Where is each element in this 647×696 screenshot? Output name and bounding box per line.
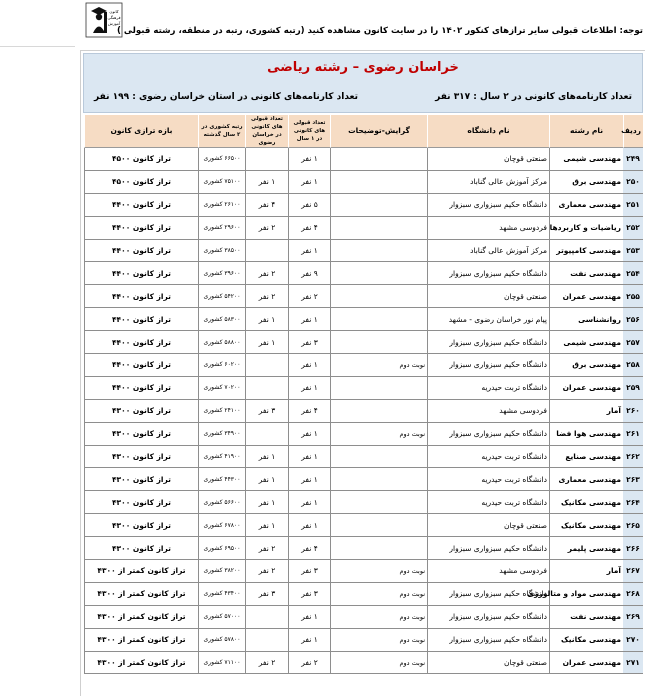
kanoon-count-1: ۳ نفر: [288, 331, 330, 354]
col-header-major: نام رشته: [549, 115, 623, 148]
region-header: [83, 53, 643, 113]
note-cell: [330, 377, 427, 400]
major-name: مهندسی نفت: [549, 606, 623, 629]
kanoon-count-1: ۱ نفر: [288, 240, 330, 263]
table-row: [84, 446, 643, 469]
taraz-range: تراز کانون ۴۴۰۰: [84, 240, 198, 263]
table-row: [84, 331, 643, 354]
major-name: مهندسی مکانیک: [549, 629, 623, 652]
university-name: دانشگاه تربت حیدریه: [427, 446, 549, 469]
major-name: مهندسی پلیمر: [549, 537, 623, 560]
national-rank: ۲۴۱۰۰ کشوری: [198, 400, 245, 423]
university-name: صنعتی قوچان: [427, 148, 549, 171]
major-name: مهندسی شیمی: [549, 331, 623, 354]
row-number: ۲۵۷: [623, 331, 643, 354]
note-cell: [330, 240, 427, 263]
university-name: دانشگاه حکیم سبزواری سبزوار: [427, 629, 549, 652]
national-rank: ۲۹۶۰۰ کشوری: [198, 217, 245, 240]
table-row: [84, 491, 643, 514]
national-rank: ۷۱۱۰۰ کشوری: [198, 652, 245, 675]
note-cell: نوبت دوم: [330, 583, 427, 606]
kanoon-count-2: ۳ نفر: [245, 583, 288, 606]
row-number: ۲۶۲: [623, 446, 643, 469]
kanoon-count-2: ۲ نفر: [245, 262, 288, 285]
major-name: مهندسی هوا فضا: [549, 423, 623, 446]
row-number: ۲۶۴: [623, 491, 643, 514]
row-number: ۲۵۲: [623, 217, 643, 240]
major-name: روانشناسی: [549, 308, 623, 331]
row-number: ۲۵۱: [623, 194, 643, 217]
kanoon-count-1: ۴ نفر: [288, 400, 330, 423]
top-divider: [0, 46, 75, 47]
major-name: مهندسی معماری: [549, 468, 623, 491]
kanoon-count-1: ۱ نفر: [288, 446, 330, 469]
kanoon-count-1: ۱ نفر: [288, 423, 330, 446]
national-rank: ۴۴۳۰۰ کشوری: [198, 468, 245, 491]
kanoon-count-1: ۱ نفر: [288, 354, 330, 377]
col-header-kanoon-2: تعداد قبولی های کانونی در خراسان رضوی: [245, 115, 288, 148]
kanoon-count-2: [245, 606, 288, 629]
table-row: [84, 262, 643, 285]
taraz-range: تراز کانون ۴۳۰۰: [84, 423, 198, 446]
row-number: ۲۶۸: [623, 583, 643, 606]
university-name: فردوسی مشهد: [427, 560, 549, 583]
note-cell: [330, 331, 427, 354]
taraz-range: تراز کانون کمتر از ۴۳۰۰: [84, 652, 198, 675]
kanoon-count-2: ۱ نفر: [245, 491, 288, 514]
major-name: مهندسی مکانیک: [549, 491, 623, 514]
national-rank: ۶۶۵۰۰ کشوری: [198, 148, 245, 171]
admissions-table: [84, 115, 643, 674]
kanoon-count-1: ۱ نفر: [288, 308, 330, 331]
table-row: [84, 194, 643, 217]
national-rank: ۶۹۵۰۰ کشوری: [198, 537, 245, 560]
row-number: ۲۷۰: [623, 629, 643, 652]
table-row: [84, 652, 643, 675]
kanoon-count-2: [245, 423, 288, 446]
kanoon-count-2: [245, 148, 288, 171]
major-name: مهندسی عمران: [549, 377, 623, 400]
kanoon-count-2: [245, 354, 288, 377]
table-row: [84, 148, 643, 171]
table-row: [84, 423, 643, 446]
table-row: [84, 308, 643, 331]
table-row: [84, 537, 643, 560]
taraz-range: تراز کانون کمتر از ۴۳۰۰: [84, 560, 198, 583]
note-cell: [330, 446, 427, 469]
row-number: ۲۶۱: [623, 423, 643, 446]
major-name: ریاضیات و کاربردها: [549, 217, 623, 240]
row-number: ۲۶۷: [623, 560, 643, 583]
university-name: دانشگاه حکیم سبزواری سبزوار: [427, 606, 549, 629]
col-header-row-num: ردیف: [623, 115, 643, 148]
table-row: [84, 171, 643, 194]
note-cell: [330, 217, 427, 240]
kanoon-count-2: ۳ نفر: [245, 400, 288, 423]
national-rank: ۴۳۴۰۰ کشوری: [198, 583, 245, 606]
note-cell: [330, 262, 427, 285]
major-name: مهندسی برق: [549, 354, 623, 377]
kanoon-count-2: [245, 629, 288, 652]
table-row: [84, 400, 643, 423]
row-number: ۲۵۰: [623, 171, 643, 194]
national-rank: ۵۴۲۰۰ کشوری: [198, 285, 245, 308]
row-number: ۲۵۵: [623, 285, 643, 308]
national-rank: ۶۰۲۰۰ کشوری: [198, 354, 245, 377]
note-cell: [330, 194, 427, 217]
note-cell: [330, 171, 427, 194]
national-rank: ۵۷۸۰۰ کشوری: [198, 629, 245, 652]
national-rank: ۳۴۹۰۰ کشوری: [198, 423, 245, 446]
major-name: مهندسی معماری: [549, 194, 623, 217]
table-row: [84, 377, 643, 400]
major-name: مهندسی شیمی: [549, 148, 623, 171]
kanoon-count-2: ۱ نفر: [245, 514, 288, 537]
taraz-range: تراز کانون ۴۴۰۰: [84, 262, 198, 285]
kanoon-count-1: ۱ نفر: [288, 171, 330, 194]
table-row: [84, 240, 643, 263]
note-cell: [330, 148, 427, 171]
note-cell: نوبت دوم: [330, 423, 427, 446]
taraz-range: تراز کانون کمتر از ۴۳۰۰: [84, 583, 198, 606]
university-name: دانشگاه حکیم سبزواری سبزوار: [427, 331, 549, 354]
row-number: ۲۵۶: [623, 308, 643, 331]
taraz-range: تراز کانون ۴۳۰۰: [84, 514, 198, 537]
kanoon-count-2: ۲ نفر: [245, 217, 288, 240]
kanoon-count-1: ۹ نفر: [288, 262, 330, 285]
national-rank: ۲۶۱۰۰ کشوری: [198, 194, 245, 217]
stat-province: تعداد کارنامه‌های کانونی در استان خراسان رضوی : ۱۹۹ نفر: [94, 92, 358, 102]
table-header-row: [84, 115, 643, 148]
kanoon-count-1: ۱ نفر: [288, 629, 330, 652]
col-header-kanoon-1: تعداد قبولی های کانونی در ۱ سال: [288, 115, 330, 148]
logo-text-2: فرهنگی: [107, 15, 121, 20]
kanoon-count-2: ۱ نفر: [245, 171, 288, 194]
national-rank: ۳۸۲۰۰ کشوری: [198, 560, 245, 583]
taraz-range: تراز کانون ۴۴۰۰: [84, 308, 198, 331]
kanoon-count-1: ۲ نفر: [288, 285, 330, 308]
kanoon-count-1: ۱ نفر: [288, 606, 330, 629]
taraz-range: تراز کانون ۴۵۰۰: [84, 171, 198, 194]
taraz-range: تراز کانون ۴۴۰۰: [84, 217, 198, 240]
row-number: ۲۷۱: [623, 652, 643, 675]
taraz-range: تراز کانون ۴۴۰۰: [84, 331, 198, 354]
taraz-range: تراز کانون ۴۵۰۰: [84, 148, 198, 171]
table-body: [84, 148, 643, 674]
row-number: ۲۶۳: [623, 468, 643, 491]
taraz-range: تراز کانون ۴۳۰۰: [84, 400, 198, 423]
national-rank: ۵۷۰۰۰ کشوری: [198, 606, 245, 629]
university-name: دانشگاه حکیم سبزواری سبزوار: [427, 354, 549, 377]
taraz-range: تراز کانون ۴۳۰۰: [84, 446, 198, 469]
university-name: دانشگاه حکیم سبزواری سبزوار: [427, 583, 549, 606]
row-number: ۲۶۶: [623, 537, 643, 560]
kanoon-count-2: [245, 377, 288, 400]
university-name: دانشگاه حکیم سبزواری سبزوار: [427, 262, 549, 285]
major-name: آمار: [549, 400, 623, 423]
national-rank: ۴۱۹۰۰ کشوری: [198, 446, 245, 469]
logo-text-3: آموزش: [107, 21, 121, 26]
kanoon-count-1: ۱ نفر: [288, 377, 330, 400]
stat-total: تعداد کارنامه‌های کانونی در ۲ سال : ۳۱۷ نفر: [435, 92, 632, 102]
kanoon-count-2: ۲ نفر: [245, 560, 288, 583]
note-cell: [330, 537, 427, 560]
row-number: ۲۵۴: [623, 262, 643, 285]
kanoon-count-1: ۱ نفر: [288, 468, 330, 491]
kanoon-count-1: ۱ نفر: [288, 148, 330, 171]
row-number: ۲۶۹: [623, 606, 643, 629]
major-name: مهندسی کامپیوتر: [549, 240, 623, 263]
university-name: صنعتی قوچان: [427, 652, 549, 675]
university-name: دانشگاه تربت حیدریه: [427, 491, 549, 514]
region-title: خراسان رضوی – رشته ریاضی: [267, 60, 459, 75]
taraz-range: تراز کانون ۴۳۰۰: [84, 468, 198, 491]
major-name: آمار: [549, 560, 623, 583]
major-name: مهندسی مکانیک: [549, 514, 623, 537]
major-name: مهندسی عمران: [549, 652, 623, 675]
kanoon-count-1: ۳ نفر: [288, 560, 330, 583]
note-cell: نوبت دوم: [330, 652, 427, 675]
university-name: فردوسی مشهد: [427, 217, 549, 240]
university-name: دانشگاه حکیم سبزواری سبزوار: [427, 537, 549, 560]
row-number: ۲۵۹: [623, 377, 643, 400]
note-cell: [330, 308, 427, 331]
notice-text: توجه: اطلاعات قبولی سایر ترازهای کنکور ۱۴۰۲ را در سایت کانون مشاهده کنید (رتبه کشوری، رتبه در منطقه، رشته قبولی ): [117, 26, 643, 36]
note-cell: [330, 285, 427, 308]
kanoon-count-1: ۳ نفر: [288, 583, 330, 606]
note-cell: نوبت دوم: [330, 629, 427, 652]
row-number: ۲۴۹: [623, 148, 643, 171]
kanoon-count-1: ۲ نفر: [288, 652, 330, 675]
major-name: مهندسی عمران: [549, 285, 623, 308]
university-name: دانشگاه حکیم سبزواری سبزوار: [427, 194, 549, 217]
note-cell: نوبت دوم: [330, 560, 427, 583]
table-row: [84, 606, 643, 629]
taraz-range: تراز کانون کمتر از ۴۳۰۰: [84, 606, 198, 629]
national-rank: ۶۷۸۰۰ کشوری: [198, 514, 245, 537]
table-row: [84, 354, 643, 377]
note-cell: نوبت دوم: [330, 354, 427, 377]
table-row: [84, 560, 643, 583]
table-row: [84, 217, 643, 240]
col-header-university: نام دانشگاه: [427, 115, 549, 148]
kanoon-count-2: ۲ نفر: [245, 652, 288, 675]
national-rank: ۷۵۱۰۰ کشوری: [198, 171, 245, 194]
university-name: صنعتی قوچان: [427, 514, 549, 537]
major-name: مهندسی برق: [549, 171, 623, 194]
university-name: دانشگاه حکیم سبزواری سبزوار: [427, 423, 549, 446]
kanoon-count-2: ۱ نفر: [245, 468, 288, 491]
taraz-range: تراز کانون کمتر از ۴۳۰۰: [84, 629, 198, 652]
university-name: فردوسی مشهد: [427, 400, 549, 423]
kanoon-count-2: ۴ نفر: [245, 194, 288, 217]
kanoon-count-1: ۴ نفر: [288, 217, 330, 240]
row-number: ۲۵۳: [623, 240, 643, 263]
university-name: پیام نور خراسان رضوی - مشهد: [427, 308, 549, 331]
major-name: مهندسی مواد و متالورژی: [549, 583, 623, 606]
logo-text-1: کانون: [109, 9, 119, 14]
note-cell: [330, 400, 427, 423]
taraz-range: تراز کانون ۴۴۰۰: [84, 194, 198, 217]
kanoon-count-2: [245, 240, 288, 263]
row-number: ۲۵۸: [623, 354, 643, 377]
national-rank: ۵۶۶۰۰ کشوری: [198, 491, 245, 514]
taraz-range: تراز کانون ۴۴۰۰: [84, 285, 198, 308]
national-rank: ۳۹۶۰۰ کشوری: [198, 262, 245, 285]
row-number: ۲۶۵: [623, 514, 643, 537]
university-name: دانشگاه تربت حیدریه: [427, 468, 549, 491]
kanoon-count-1: ۱ نفر: [288, 514, 330, 537]
university-name: مرکز آموزش عالی گناباد: [427, 171, 549, 194]
note-cell: [330, 514, 427, 537]
university-name: دانشگاه تربت حیدریه: [427, 377, 549, 400]
kanoon-count-2: ۱ نفر: [245, 331, 288, 354]
national-rank: ۵۸۳۰۰ کشوری: [198, 308, 245, 331]
kanoon-count-1: ۴ نفر: [288, 537, 330, 560]
table-row: [84, 583, 643, 606]
table-row: [84, 514, 643, 537]
kanoon-count-2: ۱ نفر: [245, 446, 288, 469]
taraz-range: تراز کانون ۴۴۰۰: [84, 354, 198, 377]
top-bar: [0, 0, 647, 42]
taraz-range: تراز کانون ۴۴۰۰: [84, 377, 198, 400]
major-name: مهندسی نفت: [549, 262, 623, 285]
taraz-range: تراز کانون ۴۳۰۰: [84, 491, 198, 514]
note-cell: [330, 468, 427, 491]
national-rank: ۳۸۵۰۰ کشوری: [198, 240, 245, 263]
col-header-note: گرایش-توضیحات: [330, 115, 427, 148]
kanoon-count-1: ۱ نفر: [288, 491, 330, 514]
col-header-taraz: بازه ترازی کانون: [84, 115, 198, 148]
note-cell: نوبت دوم: [330, 606, 427, 629]
university-name: صنعتی قوچان: [427, 285, 549, 308]
kanoon-count-2: ۲ نفر: [245, 537, 288, 560]
major-name: مهندسی صنایع: [549, 446, 623, 469]
table-row: [84, 629, 643, 652]
col-header-rank: رتبه کشوری در ۲ سال گذشته: [198, 115, 245, 148]
taraz-range: تراز کانون ۴۳۰۰: [84, 537, 198, 560]
national-rank: ۵۸۸۰۰ کشوری: [198, 331, 245, 354]
table-row: [84, 468, 643, 491]
table-row: [84, 285, 643, 308]
national-rank: ۷۰۲۰۰ کشوری: [198, 377, 245, 400]
university-name: مرکز آموزش عالی گناباد: [427, 240, 549, 263]
note-cell: [330, 491, 427, 514]
kanoon-count-2: ۲ نفر: [245, 285, 288, 308]
kanoon-count-1: ۵ نفر: [288, 194, 330, 217]
kanoon-count-2: ۱ نفر: [245, 308, 288, 331]
row-number: ۲۶۰: [623, 400, 643, 423]
